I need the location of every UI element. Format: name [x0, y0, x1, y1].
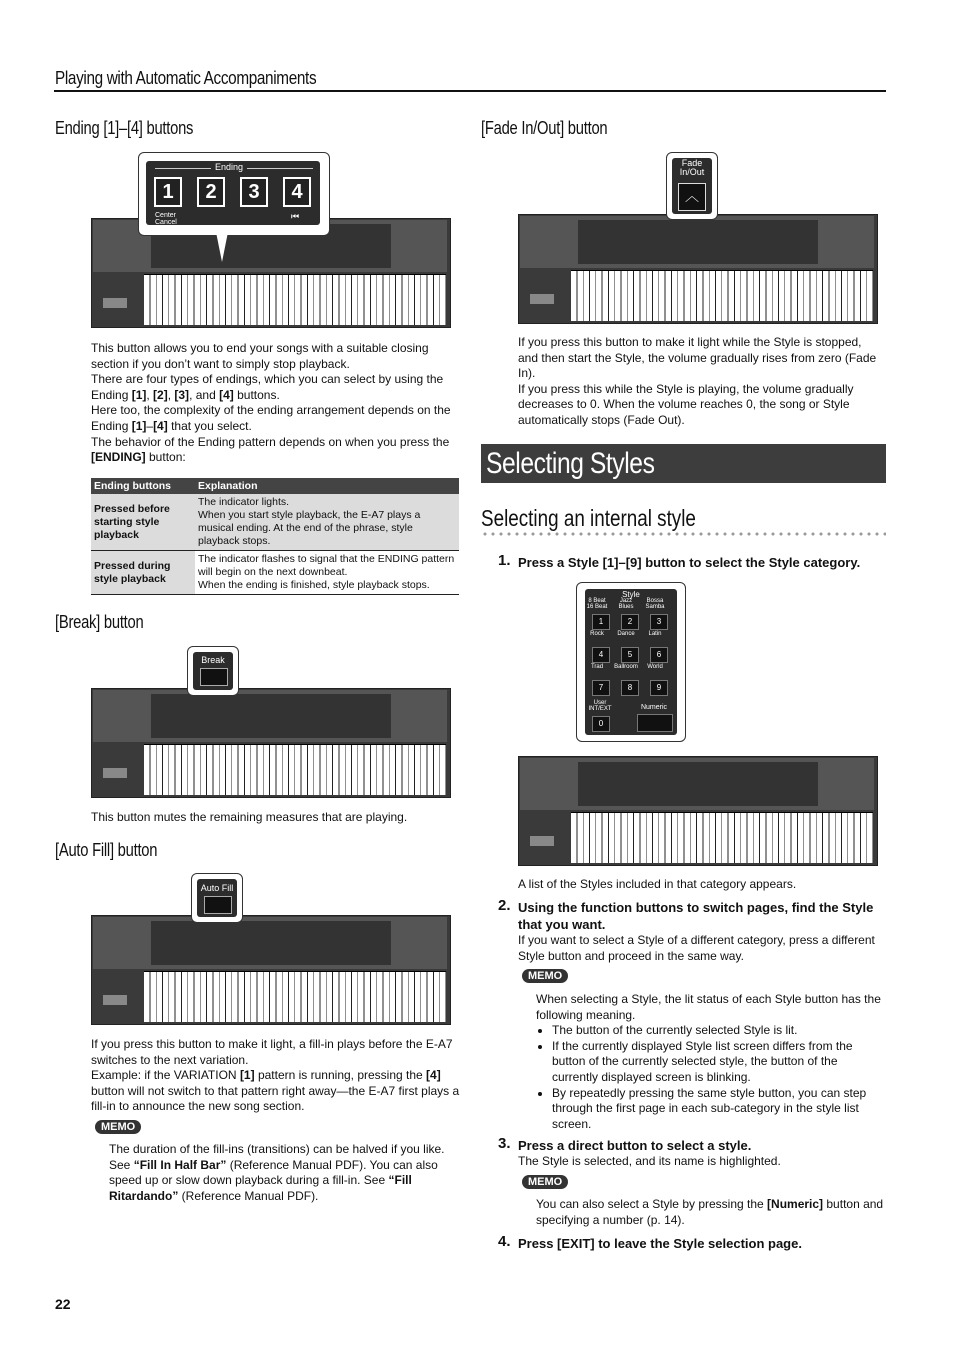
table-cell-what: The indicator lights. When you start style playback, the E-A7 plays a musical ending. At the end of the phrase, style playback stops.	[198, 496, 421, 547]
list-item: • If the currently displayed Style list screen differs from the button of the currently selected style, the button of the currently displayed screen is blinking.	[552, 1039, 884, 1086]
ending-para3: Here too, the complexity of the ending arrangement depends on the Ending [1]–[4] that you select.	[91, 403, 451, 433]
user-int-ext-label: User INT/EXT	[588, 700, 612, 712]
style-button-3[interactable]: 3	[650, 614, 668, 630]
style-button-1[interactable]: 1	[592, 614, 610, 630]
ending-para1: This button allows you to end your songs with a suitable closing section if you don’t want to simply stop playback.	[91, 341, 429, 371]
ending-table	[91, 478, 459, 595]
memo-badge: MEMO	[95, 1120, 141, 1134]
step-2-number: 2.	[498, 897, 511, 914]
style-button-0[interactable]: 0	[592, 716, 610, 732]
list-item: • The button of the currently selected Style is lit.	[552, 1023, 884, 1039]
memo-badge: MEMO	[522, 1175, 568, 1189]
auto-fill-memo2: See “Fill In Half Bar” (Reference Manual PDF). You can also speed up or slow down playback during a fill-in. See “Fill Ritardando” (Reference Manual PDF).	[109, 1157, 438, 1203]
fade-in-out-button[interactable]: ︿	[678, 183, 706, 211]
fade-para2: If you press this while the Style is playing, the volume gradually decreases to 0. When the volume reaches 0, the song or Style automatically stops (Fade Out).	[518, 381, 854, 427]
style-button-4[interactable]: 4	[592, 647, 610, 663]
table-cell-what: The indicator flashes to signal that the ENDING pattern will begin on the next downbeat. When the ending is finished, style playback stops.	[198, 553, 455, 591]
table-cell-when: Pressed before starting style playback	[94, 502, 170, 541]
table-row	[91, 494, 459, 551]
break-button[interactable]	[200, 668, 228, 686]
step-4-number: 4.	[498, 1233, 511, 1250]
ending-1-button[interactable]: 1	[154, 177, 182, 207]
numeric-button[interactable]	[637, 714, 673, 732]
running-header: Playing with Automatic Accompaniments	[55, 68, 317, 88]
dotted-rule	[481, 532, 886, 536]
numeric-label: Numeric	[640, 704, 668, 711]
auto-fill-memo1: The duration of the fill-ins (transitions) can be halved if you like.	[109, 1142, 445, 1156]
page-number: 22	[55, 1296, 71, 1312]
style-category-label: Rock	[590, 631, 604, 637]
step-1-text: Press a Style [1]–[9] button to select the Style category.	[518, 555, 861, 570]
step-3-memo: You can also select a Style by pressing the [Numeric] button and specifying a number (p. 14).	[536, 1197, 884, 1227]
style-category-label: Bossa Samba	[645, 598, 665, 610]
memo-badge: MEMO	[522, 969, 568, 983]
ending-2-button[interactable]: 2	[197, 177, 225, 207]
break-heading: [Break] button	[55, 612, 144, 632]
header-rule	[54, 90, 886, 92]
step-4-text: Press [EXIT] to leave the Style selection page.	[518, 1236, 802, 1251]
style-button-6[interactable]: 6	[650, 647, 668, 663]
center-cancel-label: Center Cancel	[155, 212, 177, 226]
auto-fill-button[interactable]	[204, 896, 232, 914]
ending-4-button[interactable]: 4	[283, 177, 311, 207]
fade-paragraphs	[518, 335, 883, 429]
style-category-label: Latin	[648, 631, 662, 637]
section-title: Selecting Styles	[486, 447, 655, 480]
step-2-memo	[536, 992, 884, 1132]
step-3-number: 3.	[498, 1135, 511, 1152]
ending-para2: There are four types of endings, which you can select by using the Ending [1], [2], [3], and [4] buttons.	[91, 372, 444, 402]
callout-pointer	[216, 232, 228, 262]
fade-callout	[666, 152, 718, 220]
style-category-label: Jazz Blues	[618, 598, 634, 610]
table-header-buttons: Ending buttons	[91, 478, 195, 494]
keyboard-figure-style	[518, 756, 878, 866]
ending-3-button[interactable]: 3	[240, 177, 268, 207]
ending-heading: Ending [1]–[4] buttons	[55, 118, 194, 138]
style-category-label: Trad	[590, 664, 604, 670]
break-para: This button mutes the remaining measures that are playing.	[91, 810, 408, 824]
style-category-label: Ballroom	[614, 664, 638, 670]
ending-paragraphs	[91, 341, 461, 466]
ending-callout	[138, 152, 330, 236]
step-1-number: 1.	[498, 552, 511, 569]
auto-fill-heading: [Auto Fill] button	[55, 840, 158, 860]
style-button-8[interactable]: 8	[621, 680, 639, 696]
auto-fill-para2: Example: if the VARIATION [1] pattern is running, pressing the [4] button will not switch to that pattern right away—the E-A7 first plays a fill-in to announce the new song section.	[91, 1068, 460, 1114]
style-category-label: 8 Beat 16 Beat	[586, 598, 608, 610]
step-3-text: Press a direct button to select a style.	[518, 1138, 752, 1153]
table-header-explanation: Explanation	[195, 478, 459, 494]
keyboard-figure-fade	[518, 214, 878, 324]
auto-fill-callout-label: Auto Fill	[200, 883, 234, 893]
step-2-text: Using the function buttons to switch pages, find the Style that you want.	[518, 900, 874, 932]
style-panel-label: Style	[622, 590, 640, 599]
style-button-7[interactable]: 7	[592, 680, 610, 696]
keyboard-figure-auto-fill	[91, 915, 451, 1025]
auto-fill-para1: If you press this button to make it light, a fill-in plays before the E-A7 switches to the next variation.	[91, 1037, 453, 1067]
ending-para4: The behavior of the Ending pattern depends on when you press the [ENDING] button:	[91, 434, 450, 465]
step-3-note: The Style is selected, and its name is highlighted.	[518, 1154, 781, 1168]
keyboard-figure-break	[91, 688, 451, 798]
memo-intro: When selecting a Style, the lit status of each Style button has the following meaning.	[536, 992, 881, 1022]
fade-callout-label: Fade In/Out	[679, 158, 705, 177]
memo-bullet-list	[536, 1023, 884, 1132]
fade-heading: [Fade In/Out] button	[481, 118, 608, 138]
break-callout-label: Break	[201, 655, 225, 665]
style-button-2[interactable]: 2	[621, 614, 639, 630]
fade-para1: If you press this button to make it light while the Style is stopped, and then start the Style, the volume gradually rises from zero (Fade In).	[518, 335, 877, 381]
style-button-5[interactable]: 5	[621, 647, 639, 663]
style-category-label: World	[647, 664, 663, 670]
table-row	[91, 551, 459, 595]
auto-fill-memo	[109, 1142, 461, 1204]
step-1-note: A list of the Styles included in that category appears.	[518, 877, 797, 891]
break-callout	[187, 646, 239, 696]
auto-fill-paragraphs	[91, 1037, 463, 1115]
step-2-note: If you want to select a Style of a different category, press a different Style button and proceed in the same way.	[518, 933, 875, 963]
style-category-label: Dance	[617, 631, 635, 637]
ending-callout-label: Ending	[211, 162, 247, 172]
list-item: • By repeatedly pressing the same style button, you can step through the first page in each sub-category in the style list screen.	[552, 1086, 884, 1133]
style-button-9[interactable]: 9	[650, 680, 668, 696]
skip-back-icon: ⏮	[291, 211, 300, 221]
subsection-title: Selecting an internal style	[481, 505, 696, 531]
auto-fill-callout	[191, 873, 243, 923]
table-cell-when: Pressed during style playback	[91, 551, 195, 595]
